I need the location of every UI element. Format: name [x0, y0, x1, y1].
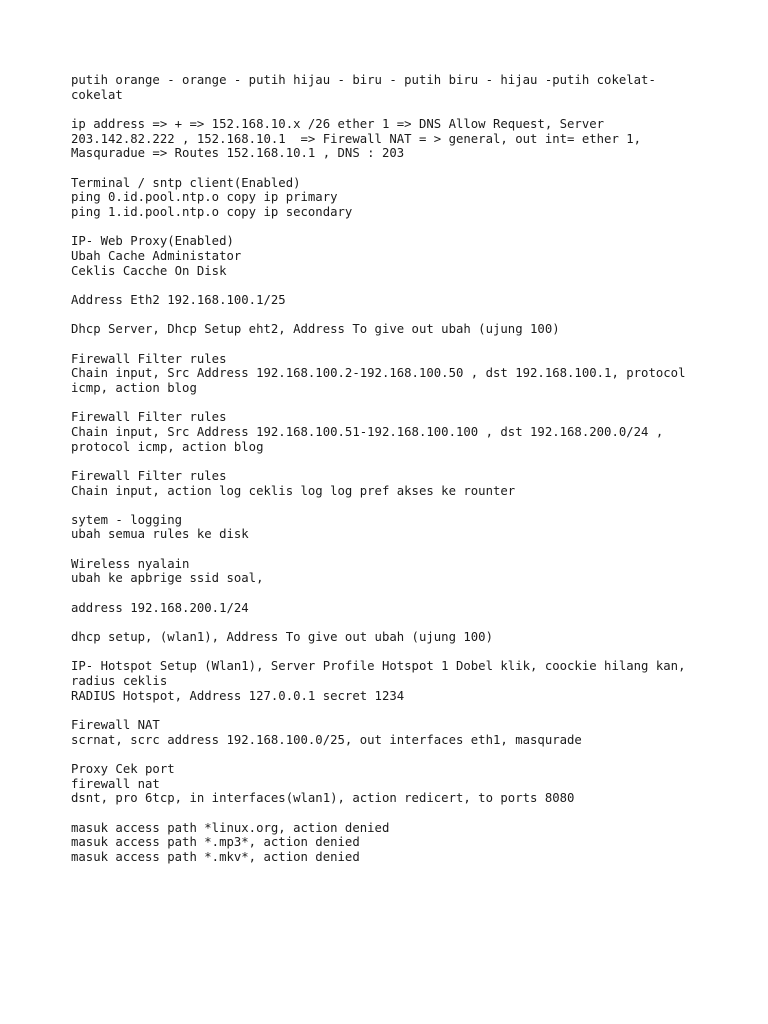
text-line: ubah ke apbrige ssid soal, [71, 571, 264, 586]
text-line: Ceklis Cacche On Disk [71, 263, 227, 278]
text-line: protocol icmp, action blog [71, 439, 264, 454]
text-line: Chain input, Src Address 192.168.100.51-192.168.100.100 , dst 192.168.200.0/24 , [71, 424, 664, 439]
text-paragraph [71, 73, 711, 102]
text-paragraph [71, 352, 711, 396]
text-line: 203.142.82.222 , 152.168.10.1 => Firewall NAT = > general, out int= ether 1, [71, 131, 642, 146]
text-line: IP- Hotspot Setup (Wlan1), Server Profile Hotspot 1 Dobel klik, coockie hilang kan, [71, 659, 686, 674]
text-line: Ubah Cache Administator [71, 248, 242, 263]
text-line: Address Eth2 192.168.100.1/25 [71, 292, 286, 307]
text-line: Chain input, Src Address 192.168.100.2-192.168.100.50 , dst 192.168.100.1, protocol [71, 366, 686, 381]
text-line: Wireless nyalain [71, 556, 190, 571]
text-paragraph [71, 176, 711, 220]
text-line: Chain input, action log ceklis log log pref akses ke rounter [71, 483, 516, 498]
text-line: scrnat, scrc address 192.168.100.0/25, out interfaces eth1, masqurade [71, 732, 582, 747]
text-paragraph [71, 557, 711, 586]
text-paragraph [71, 469, 711, 498]
text-line: Dhcp Server, Dhcp Setup eht2, Address To give out ubah (ujung 100) [71, 322, 560, 337]
text-line: Firewall Filter rules [71, 410, 227, 425]
text-line: putih orange - orange - putih hijau - biru - putih biru - hijau -putih cokelat- [71, 73, 656, 87]
text-line: firewall nat [71, 776, 160, 791]
text-line: masuk access path *.mp3*, action denied [71, 835, 360, 850]
text-line: IP- Web Proxy(Enabled) [71, 234, 234, 249]
text-line: RADIUS Hotspot, Address 127.0.0.1 secret 1234 [71, 688, 405, 703]
text-line: sytem - logging [71, 512, 183, 527]
text-line: cokelat [71, 87, 123, 102]
text-line: Terminal / sntp client(Enabled) [71, 175, 301, 190]
text-paragraph [71, 630, 711, 645]
text-paragraph [71, 293, 711, 308]
text-line: Masquradue => Routes 152.168.10.1 , DNS : 203 [71, 146, 405, 161]
text-line: radius ceklis [71, 673, 168, 688]
text-paragraph [71, 410, 711, 454]
text-paragraph [71, 601, 711, 616]
text-line: ping 1.id.pool.ntp.o copy ip secondary [71, 205, 353, 219]
text-paragraph [71, 234, 711, 278]
text-line: masuk access path *.mkv*, action denied [71, 849, 360, 864]
text-paragraph [71, 821, 711, 865]
text-line: ip address => + => 152.168.10.x /26 ether 1 => DNS Allow Request, Server [71, 116, 605, 131]
text-line: Firewall NAT [71, 717, 160, 732]
text-paragraph [71, 513, 711, 542]
text-line: icmp, action blog [71, 380, 197, 395]
text-line: dhcp setup, (wlan1), Address To give out ubah (ujung 100) [71, 630, 493, 644]
text-line: dsnt, pro 6tcp, in interfaces(wlan1), action redicert, to ports 8080 [71, 791, 575, 806]
text-line: ubah semua rules ke disk [71, 527, 249, 542]
text-paragraph [71, 659, 711, 703]
text-line: masuk access path *linux.org, action denied [71, 820, 390, 835]
text-paragraph [71, 718, 711, 747]
text-paragraph [71, 117, 711, 161]
text-paragraph [71, 322, 711, 337]
text-line: address 192.168.200.1/24 [71, 600, 249, 615]
text-line: Firewall Filter rules [71, 351, 227, 366]
document-body [71, 73, 711, 879]
text-line: ping 0.id.pool.ntp.o copy ip primary [71, 190, 338, 205]
text-paragraph [71, 762, 711, 806]
text-line: Firewall Filter rules [71, 468, 227, 483]
text-line: Proxy Cek port [71, 761, 175, 776]
